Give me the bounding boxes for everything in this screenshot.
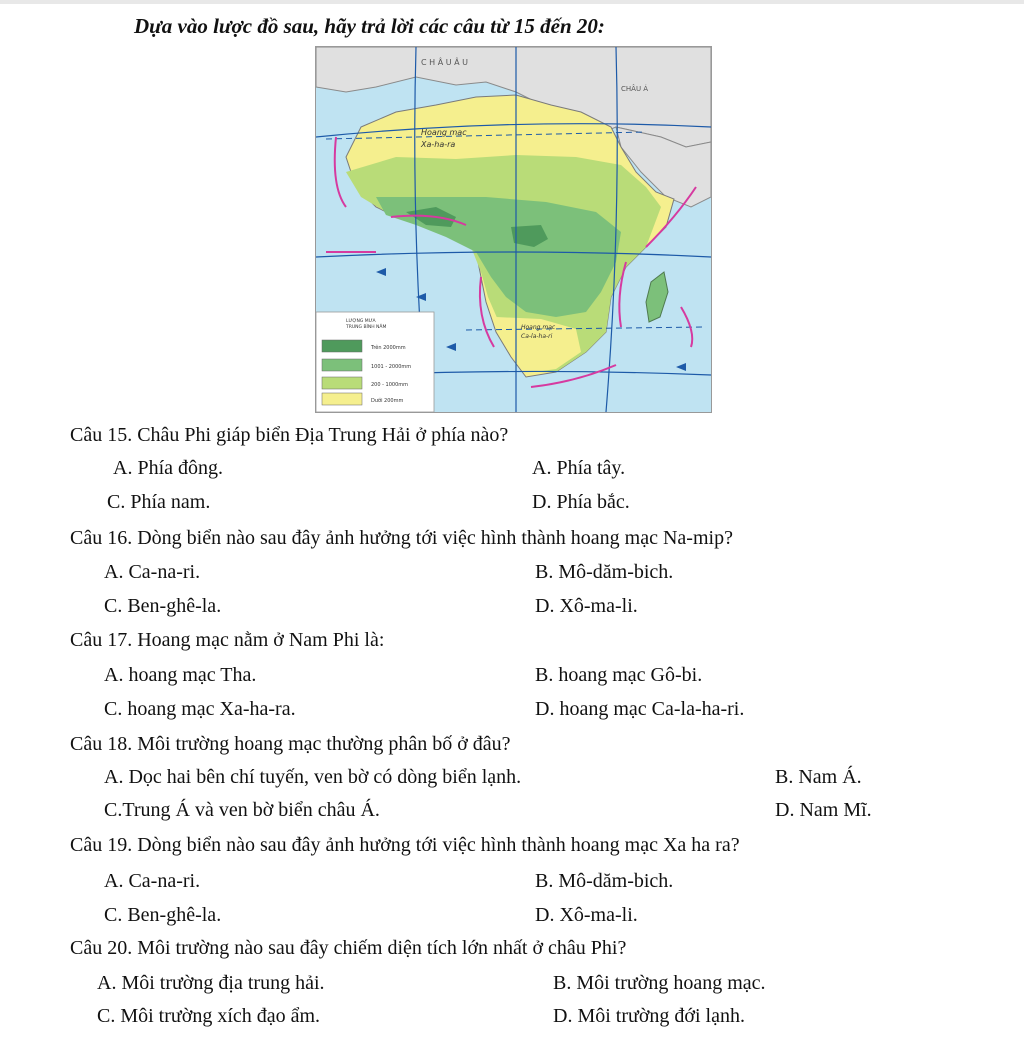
q15-option-2: A. Phía tây. — [532, 457, 626, 479]
q20-option-3: C. Môi trường xích đạo ẩm. — [97, 1005, 321, 1027]
q19-option-3: C. Ben-ghê-la. — [104, 904, 222, 926]
q19-option-4: D. Xô-ma-li. — [535, 904, 638, 926]
q16-option-2: B. Mô-dăm-bich. — [535, 561, 674, 583]
label-kalahari-2: Ca-la-ha-ri — [521, 333, 553, 340]
legend-label-1: 1001 - 2000mm — [371, 364, 412, 370]
q18-option-1: A. Dọc hai bên chí tuyến, ven bờ có dòng biển lạnh. — [104, 766, 522, 788]
label-sahara-1: Hoang mạc — [421, 128, 467, 137]
legend-title-2: TRUNG BÌNH NĂM — [346, 325, 387, 330]
map-legend — [316, 312, 434, 412]
q19-option-1: A. Ca-na-ri. — [104, 870, 201, 892]
legend-label-2: 200 - 1000mm — [371, 382, 408, 388]
q17-option-1: A. hoang mạc Tha. — [104, 664, 257, 686]
q17-option-4: D. hoang mạc Ca-la-ha-ri. — [535, 698, 745, 720]
q19-option-2: B. Mô-dăm-bich. — [535, 870, 674, 892]
q18-option-2: B. Nam Á. — [775, 766, 862, 788]
q15-option-4: D. Phía bắc. — [532, 491, 630, 513]
question-16: Câu 16. Dòng biển nào sau đây ảnh hưởng tới việc hình thành hoang mạc Na-mip? — [70, 527, 733, 549]
question-15: Câu 15. Châu Phi giáp biển Địa Trung Hải ở phía nào? — [70, 424, 509, 446]
q20-option-2: B. Môi trường hoang mạc. — [553, 972, 766, 994]
africa-rainfall-map — [315, 46, 712, 413]
legend-title-1: LƯỢNG MƯA — [346, 319, 376, 324]
q20-option-1: A. Môi trường địa trung hải. — [97, 972, 325, 994]
q20-option-4: D. Môi trường đới lạnh. — [553, 1005, 745, 1027]
question-18: Câu 18. Môi trường hoang mạc thường phân bố ở đâu? — [70, 733, 511, 755]
q18-option-3: C.Trung Á và ven bờ biển châu Á. — [104, 799, 380, 821]
q16-option-3: C. Ben-ghê-la. — [104, 595, 222, 617]
page-heading: Dựa vào lược đồ sau, hãy trả lời các câu từ 15 đến 20: — [134, 14, 605, 38]
q17-option-2: B. hoang mạc Gô-bi. — [535, 664, 703, 686]
legend-label-3: Dưới 200mm — [371, 398, 404, 404]
label-sahara-2: Xa-ha-ra — [421, 140, 456, 149]
question-20: Câu 20. Môi trường nào sau đây chiếm diện tích lớn nhất ở châu Phi? — [70, 937, 627, 959]
label-europe: C H Â U Â U — [421, 58, 468, 67]
q16-option-4: D. Xô-ma-li. — [535, 595, 638, 617]
legend-label-0: Trên 2000mm — [371, 345, 406, 351]
top-border — [0, 0, 1024, 4]
question-17: Câu 17. Hoang mạc nằm ở Nam Phi là: — [70, 629, 385, 651]
q15-option-3: C. Phía nam. — [107, 491, 211, 513]
q18-option-4: D. Nam Mĩ. — [775, 799, 872, 821]
q17-option-3: C. hoang mạc Xa-ha-ra. — [104, 698, 296, 720]
q15-option-1: A. Phía đông. — [113, 457, 223, 479]
label-asia: CHÂU Á — [621, 85, 649, 93]
q16-option-1: A. Ca-na-ri. — [104, 561, 201, 583]
question-19: Câu 19. Dòng biển nào sau đây ảnh hưởng tới việc hình thành hoang mạc Xa ha ra? — [70, 834, 740, 856]
label-kalahari-1: Hoang mạc — [521, 324, 556, 331]
